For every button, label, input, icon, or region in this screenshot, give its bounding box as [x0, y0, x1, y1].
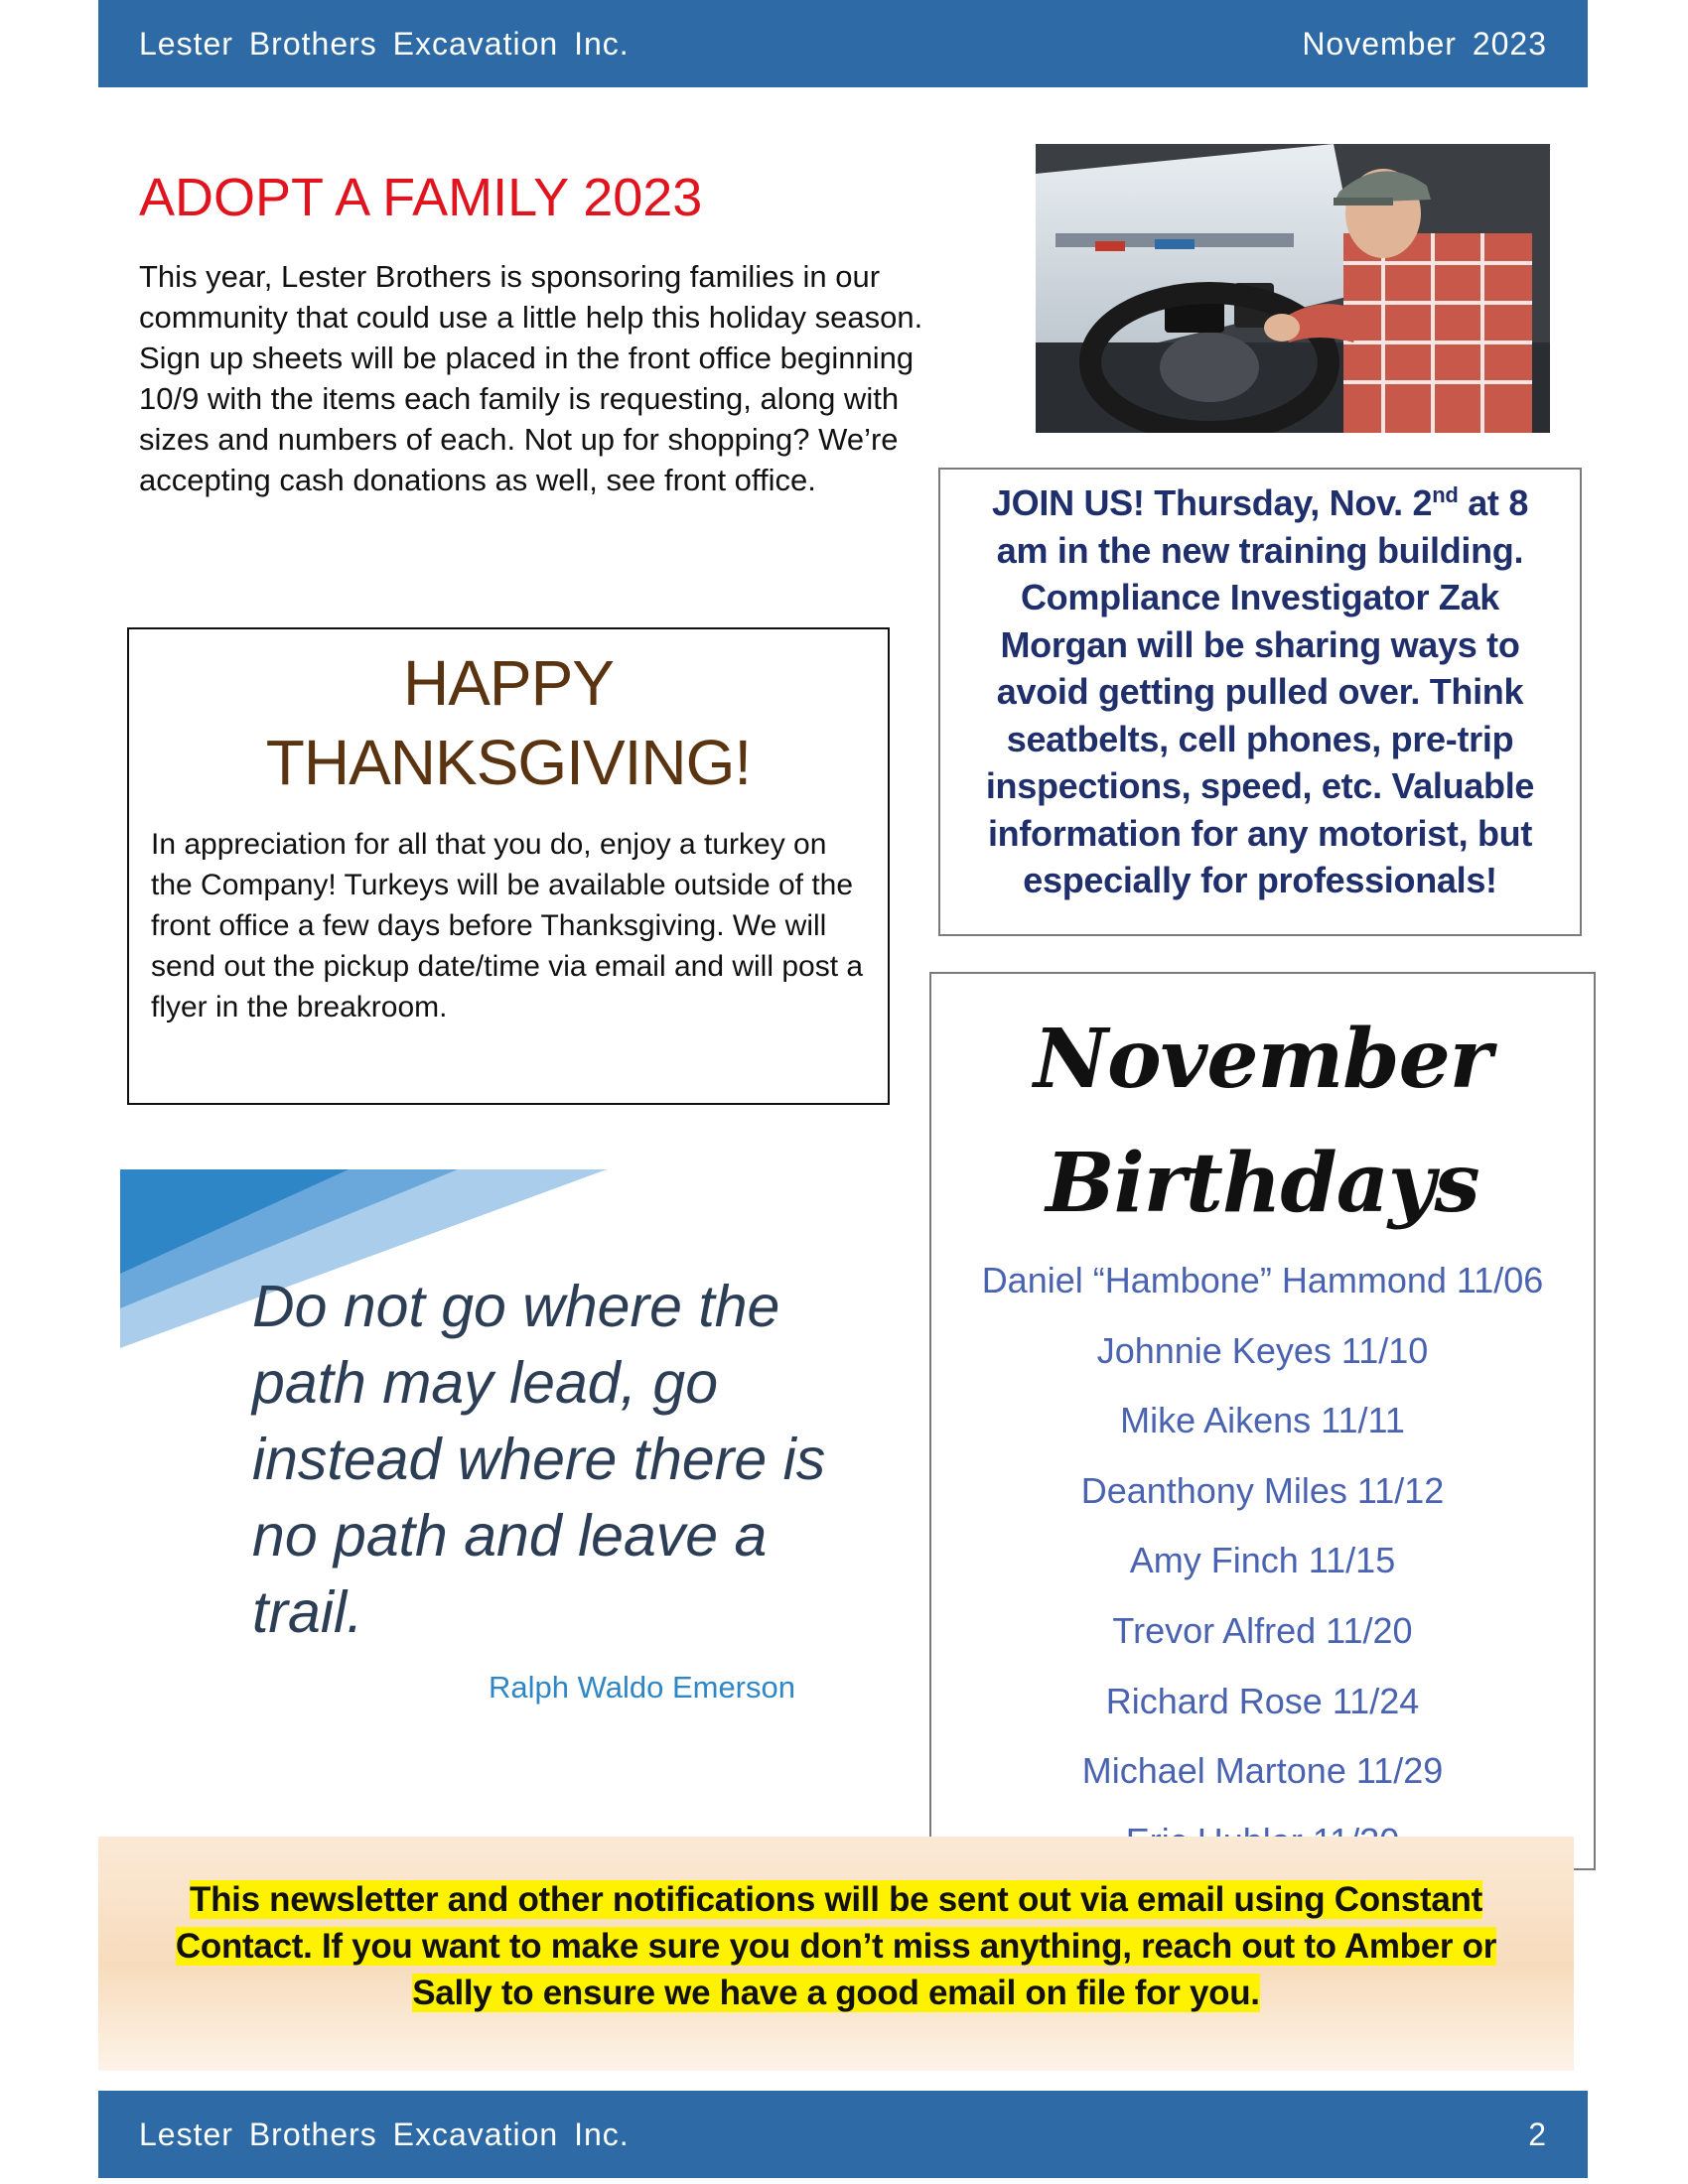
birthday-item: Amy Finch 11/15 — [1129, 1540, 1396, 1581]
training-text-start: JOIN US! Thursday, Nov. 2 — [991, 482, 1433, 523]
email-notice-panel — [98, 1837, 1574, 2071]
header-date: November 2023 — [1302, 25, 1547, 62]
thanksgiving-box — [127, 627, 890, 1105]
birthdays-title — [931, 998, 1594, 1246]
birthdays-box — [929, 972, 1596, 1870]
birthday-item: Trevor Alfred 11/20 — [1112, 1609, 1413, 1651]
ordinal-suffix: nd — [1432, 482, 1459, 507]
quote-author: Ralph Waldo Emerson — [489, 1670, 795, 1705]
birthdays-title-line1: November — [1034, 1012, 1491, 1107]
birthday-item: Daniel “Hambone” Hammond 11/06 — [981, 1260, 1544, 1300]
email-notice-line1: This newsletter and other notifications will be sent out via email using Constant — [190, 1880, 1482, 1919]
birthday-item: Mike Aikens 11/11 — [1120, 1400, 1405, 1441]
footer-company: Lester Brothers Excavation Inc. — [139, 2116, 630, 2152]
training-announcement-box — [938, 468, 1582, 936]
quote-text: Do not go where the path may lead, go instead where there is no path and leave a trail. — [252, 1274, 826, 1645]
birthday-item: Deanthony Miles 11/12 — [1080, 1469, 1445, 1511]
thanksgiving-title-line1: HAPPY — [403, 647, 614, 719]
email-notice-text — [98, 1876, 1574, 2016]
footer-bar — [98, 2091, 1588, 2178]
training-announcement-text — [962, 479, 1558, 904]
birthday-item: Johnnie Keyes 11/10 — [1096, 1329, 1429, 1371]
thanksgiving-title-line2: THANKSGIVING! — [265, 727, 752, 798]
training-text-rest: at 8 am in the new training building. Compliance Investigator Zak Morgan will be sharing ways to avoid getting pulled over. Think seatbelts, cell phones, pre-trip inspections, speed, etc. Valuable information for any motorist, but especially for professionals! — [985, 482, 1535, 900]
birthdays-title-line2: Birthdays — [1046, 1136, 1479, 1231]
email-notice-line3: Sally to ensure we have a good email on file for you. — [412, 1974, 1260, 2012]
adopt-body: This year, Lester Brothers is sponsoring families in our community that could use a little help this holiday season. Sign up sheets will be placed in the front office beginning 10/9 with the items each family is requesting, along with sizes and numbers of each. Not up for shopping? We’re accepting cash donations as well, see front office. — [139, 259, 923, 497]
page-number: 2 — [1528, 2116, 1547, 2152]
email-notice-line2: Contact. If you want to make sure you don’t miss anything, reach out to Amber or — [175, 1927, 1497, 1966]
thanksgiving-title — [129, 643, 888, 802]
adopt-title: ADOPT A FAMILY 2023 — [139, 168, 703, 227]
header-company: Lester Brothers Excavation Inc. — [139, 25, 630, 62]
birthday-item: Richard Rose 11/24 — [1105, 1680, 1420, 1721]
driver-photo — [1036, 144, 1550, 433]
header-bar — [98, 0, 1588, 87]
birthday-item: Michael Martone 11/29 — [1081, 1750, 1444, 1792]
birthdays-list — [931, 1246, 1594, 1876]
thanksgiving-body: In appreciation for all that you do, enjoy a turkey on the Company! Turkeys will be available outside of the front office a few days before Thanksgiving. We will send out the pickup date/time via email and will post a flyer in the breakroom. — [151, 828, 864, 1024]
